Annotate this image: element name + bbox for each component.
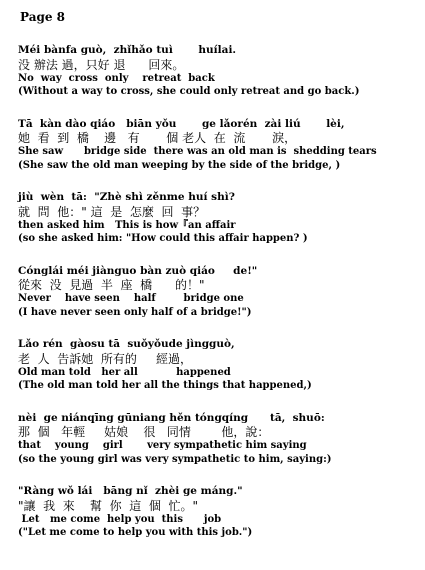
translation-line: (She saw the old man weeping by the side of the bridge, )	[18, 159, 341, 171]
gloss-line: Old man told her all happened	[18, 366, 231, 378]
sentence-block-2	[18, 118, 407, 173]
pinyin-line: jiù wèn tā: "Zhè shì zěnme huí shì?	[18, 191, 235, 203]
chinese-line: 老 人 告訴她 所有的 經過，	[18, 351, 192, 366]
pinyin-line: Lǎo rén gàosu tā suǒyǒude jìngguò,	[18, 338, 235, 350]
gloss-line: Let me come help you this job	[18, 513, 222, 525]
translation-line: (The old man told her all the things that happened,)	[18, 380, 312, 391]
pinyin-line: nèi ge niánqīng gūniang hěn tóngqíng tā, shuō:	[18, 411, 325, 424]
translation-line: ("Let me come to help you with this job.")	[18, 527, 253, 538]
sentence-block-1	[18, 44, 407, 99]
gloss-line: No way cross only retreat back	[18, 72, 215, 84]
chinese-line: 没 辦法 過，只好 退 回來。	[18, 57, 185, 72]
gloss-line: then asked him This is how『an affair	[18, 219, 236, 231]
translation-line: (I have never seen only half of a bridge!")	[18, 306, 252, 318]
gloss-line: that young girl very sympathetic him saying	[18, 440, 307, 451]
chinese-line: 她 看 到 橋 邊 有 個 老人 在 流 淚，	[18, 131, 297, 145]
gloss-line: She saw bridge side there was an old man is shedding tears	[18, 146, 377, 157]
chinese-line: 那 個 年輕 姑娘 很 同情 他，說：	[18, 425, 270, 439]
gloss-line: Never have seen half bridge one	[18, 293, 244, 304]
sentence-block-3	[18, 191, 407, 246]
sentence-block-5	[18, 338, 407, 393]
pinyin-line: "Ràng wǒ lái bāng nǐ zhèi ge máng."	[18, 485, 243, 497]
sentence-block-6	[18, 412, 407, 467]
page-number: Page 8	[20, 10, 66, 24]
translation-line: (so she asked him: "How could this affair happen? )	[18, 233, 308, 244]
pinyin-line: Cónglái méi jiànguo bàn zuò qiáo de!"	[18, 264, 258, 277]
translation-line: (Without a way to cross, she could only retreat and go back.)	[18, 86, 360, 97]
pinyin-line: Tā kàn dào qiáo biān yǒu ge lǎorén zài liú lèi,	[18, 117, 345, 130]
chinese-line: "讓 我 來 幫 你 這 個 忙。"	[18, 498, 199, 513]
sentence-block-7	[18, 485, 407, 540]
translation-line: (so the young girl was very sympathetic to him, saying:)	[18, 453, 332, 465]
sentence-block-4	[18, 265, 407, 320]
pinyin-line: Méi bànfa guò, zhǐhǎo tuì huílai.	[18, 44, 237, 56]
chinese-line: 從來 没 見過 半 座 橋 的！"	[18, 278, 205, 292]
chinese-line: 就 問 他：" 這 是 怎麼 回 事？	[18, 204, 206, 219]
